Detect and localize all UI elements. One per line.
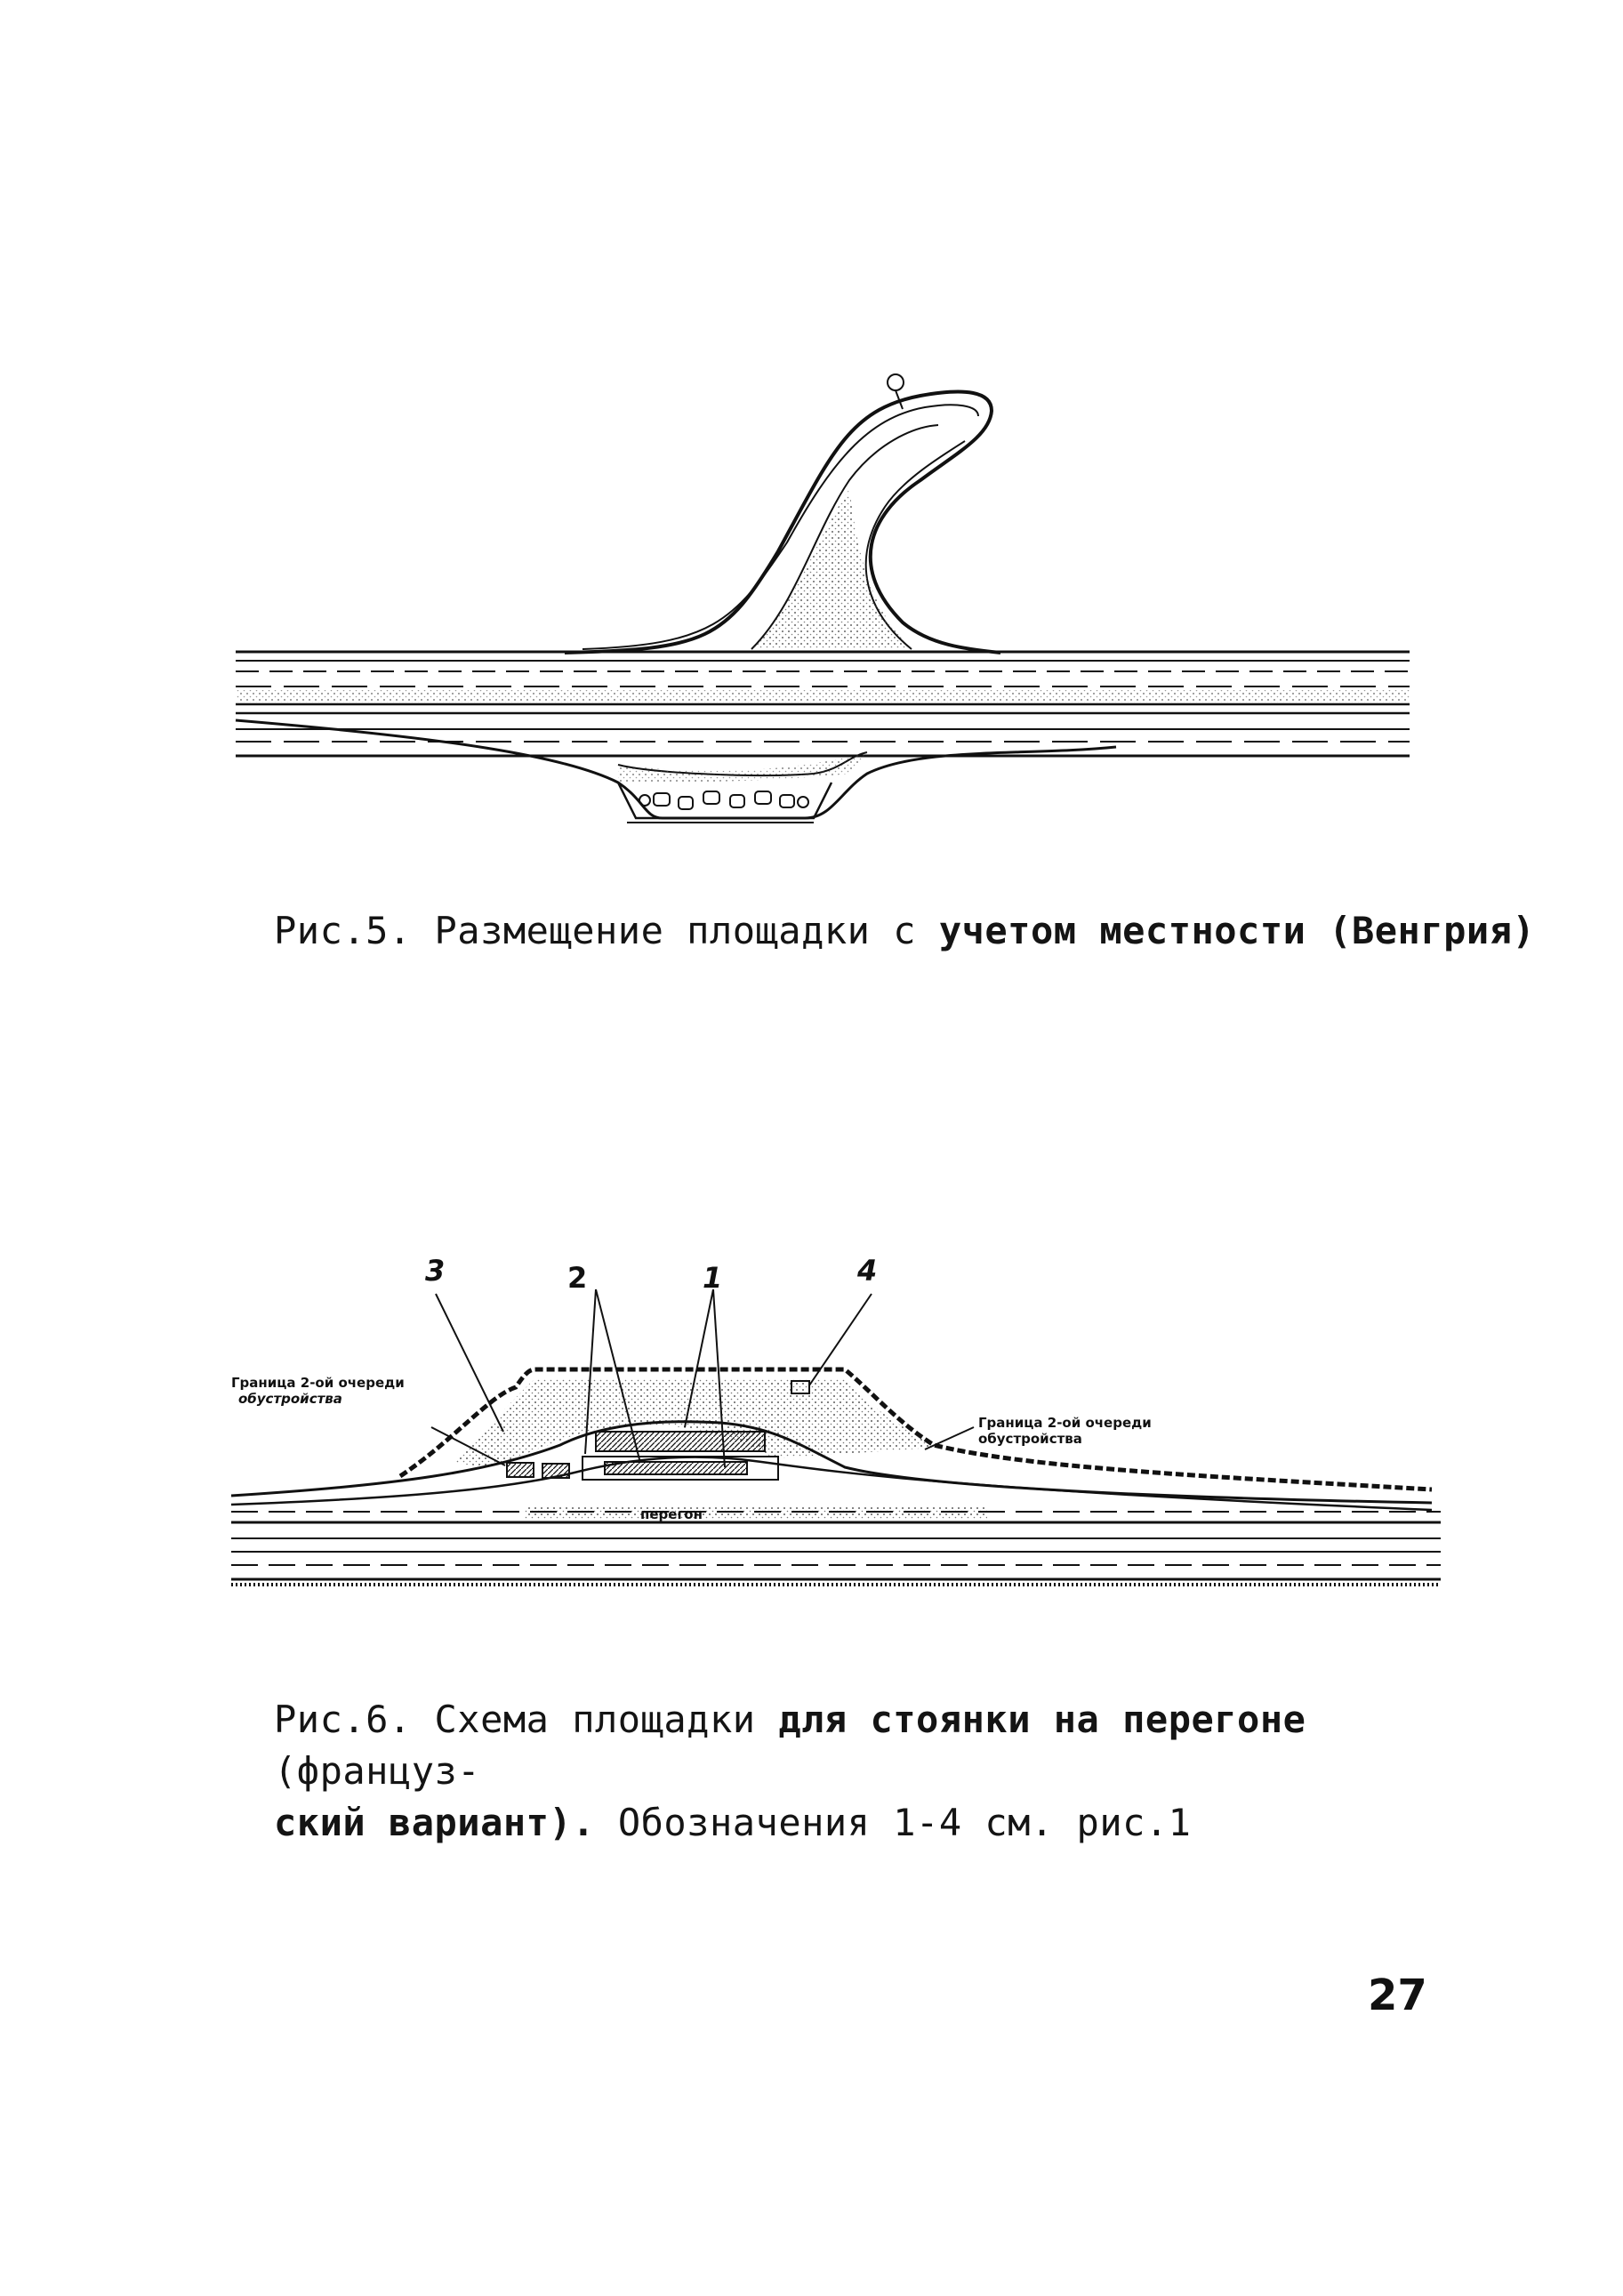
- page-number: 27: [1368, 1971, 1427, 2020]
- motorway-lines-6: [231, 1512, 1441, 1585]
- figure-6-caption-line-1: [274, 1694, 1430, 1797]
- road-label: перегон: [640, 1506, 703, 1522]
- label-1: 1: [703, 1261, 723, 1295]
- figure-6-caption: [274, 1694, 1430, 1849]
- motorway-lines: [236, 652, 1410, 756]
- figure-6-caption-line-2: [274, 1797, 1430, 1849]
- label-4: 4: [857, 1254, 878, 1288]
- parked-cars: [639, 791, 808, 809]
- boundary-right-line2: обустройства: [978, 1431, 1082, 1447]
- figure-5-drawing: [227, 356, 1418, 854]
- figure-6-caption-bold-2: ский вариант).: [274, 1801, 596, 1844]
- figure-5-caption: [274, 905, 1535, 957]
- figure-5-caption-normal: Размещение площадки с: [434, 909, 917, 952]
- figure-6-caption-normal-2: Обозначения 1-4 см. рис.1: [617, 1801, 1192, 1844]
- figure-6-caption-prefix: Рис.6.: [274, 1698, 412, 1741]
- label-3: 3: [425, 1254, 446, 1288]
- figure-6-caption-end-1: (француз-: [274, 1749, 481, 1793]
- figure-6-caption-bold-1: для стоянки на перегоне: [778, 1698, 1306, 1741]
- figure-5-caption-bold: учетом местности (Венгрия): [938, 909, 1536, 952]
- label-2: 2: [567, 1261, 588, 1295]
- figure-6-drawing: [222, 1245, 1450, 1601]
- figure-6-caption-normal-1: Схема площадки: [434, 1698, 756, 1741]
- boundary-right-line1: Граница 2-ой очереди: [978, 1415, 1152, 1431]
- figure-5-caption-prefix: Рис.5.: [274, 909, 412, 952]
- boundary-left-line1: Граница 2-ой очереди: [231, 1375, 405, 1391]
- boundary-left-line2: обустройства: [238, 1391, 342, 1407]
- loop-fill: [751, 489, 912, 649]
